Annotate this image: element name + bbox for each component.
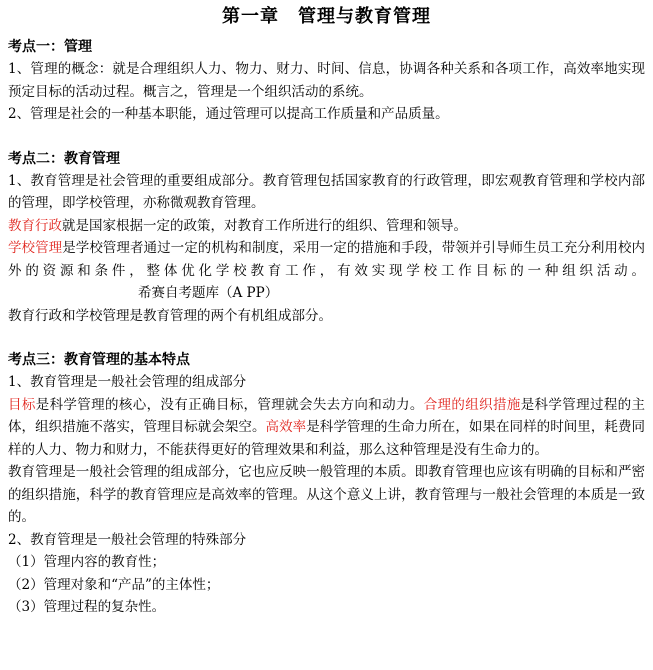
term-high-efficiency: 高效率	[265, 419, 307, 435]
section-3-paragraph-4: 2、教育管理是一般社会管理的特殊部分	[8, 531, 247, 548]
chapter-title: 第一章 管理与教育管理	[222, 6, 431, 27]
section-2-paragraph-1: 1、教育管理是社会管理的重要组成部分。教育管理包括国家教育的行政管理，即宏观教育管理和学校内部的管理，即学校管理，亦称微观教育管理。	[8, 172, 645, 211]
list-item: （2）管理对象和“产品”的主体性；	[8, 576, 220, 593]
section-1-paragraph-2: 2、管理是社会的一种基本职能，通过管理可以提高工作质量和产品质量。	[8, 106, 449, 122]
list-item: （1）管理内容的教育性；	[8, 554, 166, 570]
body-text: 是科学管理的生命力所在，如果在同样的时间里，耗费同样的人力、物力和财力，不能获得更好的管理效果和利益，那么这种管理是没有生命力的。	[8, 419, 646, 458]
section-2-paragraph-3	[8, 237, 645, 305]
section-3-paragraph-1: 1、教育管理是一般社会管理的组成部分	[8, 374, 247, 390]
watermark-text: 希赛自考题库（A PP）	[138, 285, 279, 301]
section-3-paragraph-3: 教育管理是一般社会管理的组成部分，它也应反映一般管理的本质。即教育管理也应该有明确的目标和严密的组织措施，科学的教育管理应是高效率的管理。从这个意义上讲，教育管理与一般社会管理的本质是一致的。	[8, 464, 645, 525]
section-2-paragraph-2	[8, 215, 645, 238]
definition-text: 就是国家根据一定的政策，对教育工作所进行的组织、管理和领导。	[62, 217, 467, 234]
body-text: 是科学管理的核心，没有正确目标，管理就会失去方向和动力。	[35, 396, 424, 413]
list-item: （3）管理过程的复杂性。	[8, 599, 166, 615]
section-1-paragraph-1: 1、管理的概念：就是合理组织人力、物力、财力、时间、信息，协调各种关系和各项工作，高效率地实现预定目标的活动过程。概言之，管理是一个组织活动的系统。	[8, 61, 645, 100]
section-2	[8, 148, 645, 328]
definition-text: 是学校管理者通过一定的机构和制度，采用一定的措施和手段，带领并引导师生员工充分利用校内外的资源和条件，整体优化学校教育工作，有效实现学校工作目标的一种组织活动。	[8, 240, 646, 279]
section-1	[8, 36, 645, 126]
section-3	[8, 349, 645, 619]
section-2-paragraph-4: 教育行政和学校管理是教育管理的两个有机组成部分。	[8, 307, 332, 324]
term-education-administration: 教育行政	[8, 217, 62, 234]
body-text: 是科学管理过程的主体，组织措施不落实，管理目标就会架空。	[8, 396, 646, 435]
section-2-heading: 考点二：教育管理	[8, 150, 120, 167]
spacer	[8, 126, 645, 148]
section-3-heading: 考点三：教育管理的基本特点	[8, 352, 190, 368]
term-organizational-measures: 合理的组织措施	[423, 396, 521, 413]
term-goal: 目标	[8, 396, 36, 413]
section-1-heading: 考点一：管理	[8, 39, 92, 55]
section-3-paragraph-2	[8, 394, 645, 462]
spacer	[8, 327, 645, 349]
term-school-management: 学校管理	[8, 240, 63, 256]
